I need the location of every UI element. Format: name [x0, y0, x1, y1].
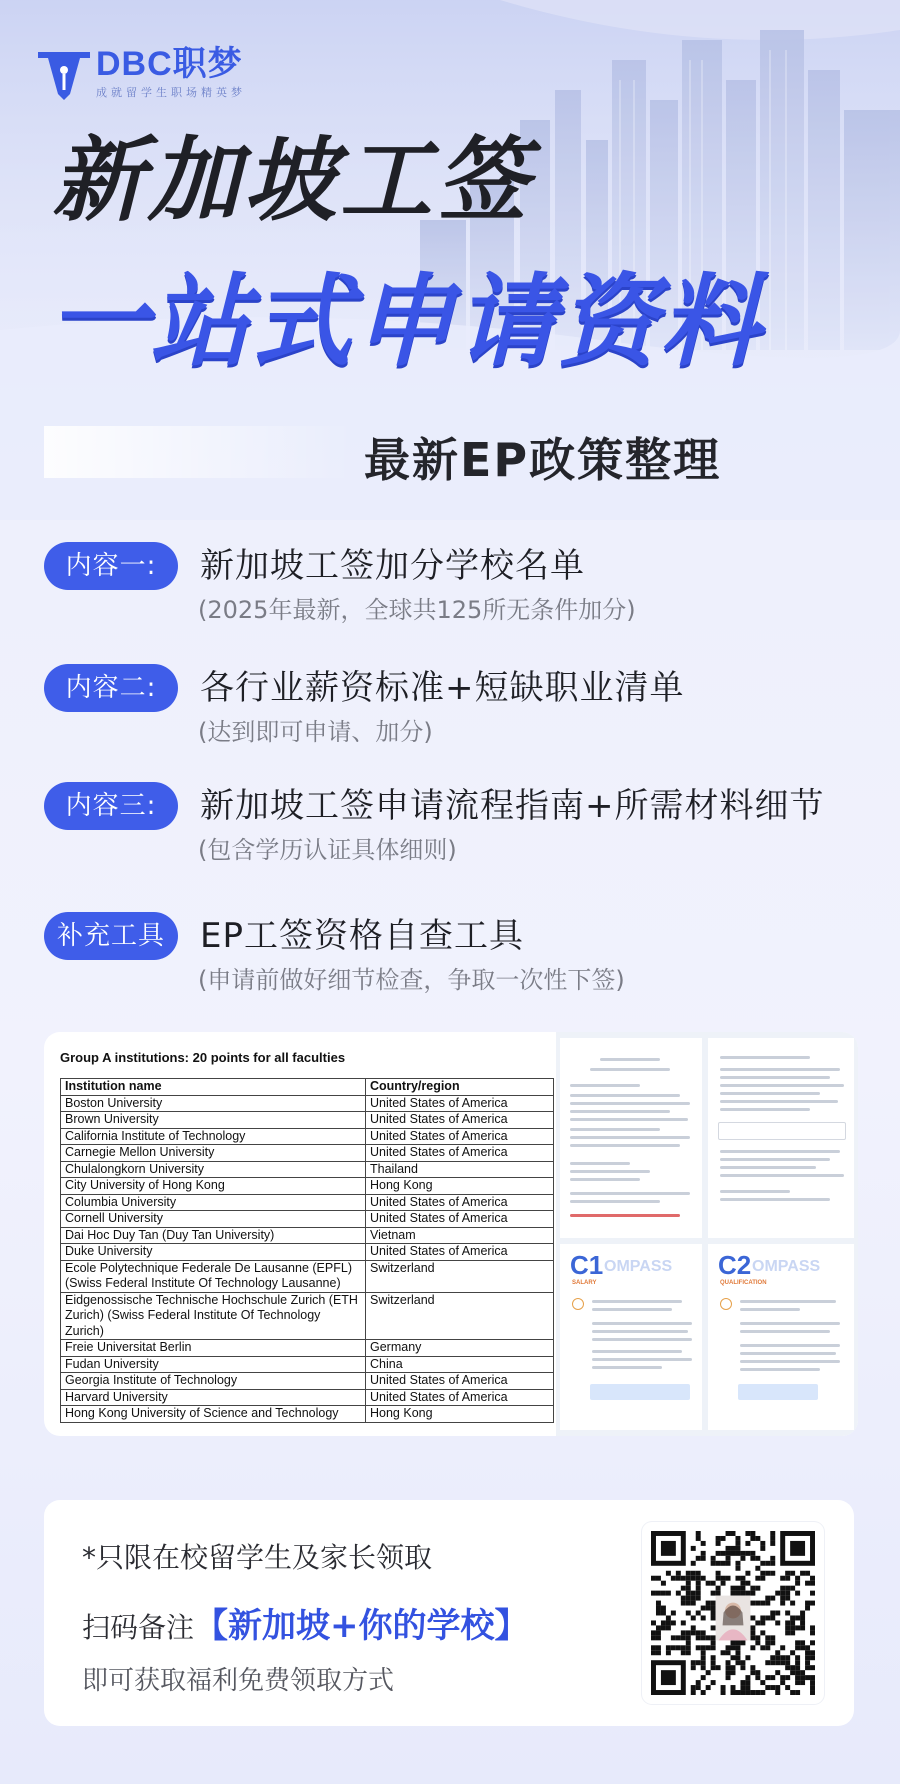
- document-thumbnails: [556, 1032, 858, 1436]
- pen-nib-logo-icon: [36, 44, 92, 102]
- scan-instruction: [82, 1598, 529, 1647]
- content-title: 新加坡工签加分学校名单: [200, 546, 585, 586]
- qualification-tag: QUALIFICATION: [720, 1280, 767, 1286]
- institution-name-cell: California Institute of Technology: [61, 1128, 366, 1145]
- table-row: [61, 1389, 554, 1406]
- content-title: EP工签资格自查工具: [200, 916, 524, 956]
- institution-name-cell: Hong Kong University of Science and Technology: [61, 1406, 366, 1423]
- offer-card: [44, 1500, 854, 1726]
- table-row: [61, 1128, 554, 1145]
- document-preview-panel: [44, 1032, 858, 1436]
- institution-name-cell: Cornell University: [61, 1211, 366, 1228]
- country-cell: United States of America: [366, 1112, 554, 1129]
- institution-name-cell: Brown University: [61, 1112, 366, 1129]
- country-cell: United States of America: [366, 1145, 554, 1162]
- brand-logo: [36, 44, 246, 102]
- document-page-thumbnail: [708, 1244, 854, 1430]
- table-row: [61, 1292, 554, 1340]
- qr-code-icon[interactable]: [651, 1531, 815, 1695]
- column-header-institution: Institution name: [61, 1079, 366, 1096]
- country-cell: Switzerland: [366, 1292, 554, 1340]
- document-page-thumbnail: [560, 1244, 702, 1430]
- document-page-thumbnail: [708, 1038, 854, 1238]
- table-row: [61, 1112, 554, 1129]
- content-note: (申请前做好细节检查，争取一次性下签): [198, 966, 625, 994]
- eligibility-note: *只限在校留学生及家长领取: [82, 1541, 433, 1574]
- country-cell: United States of America: [366, 1389, 554, 1406]
- column-header-country: Country/region: [366, 1079, 554, 1096]
- institution-name-cell: Harvard University: [61, 1389, 366, 1406]
- content-badge: 补充工具: [44, 912, 178, 960]
- country-cell: Switzerland: [366, 1260, 554, 1292]
- scan-prefix: 扫码备注: [82, 1611, 195, 1644]
- compass-label: OMPASS: [752, 1258, 821, 1275]
- institution-name-cell: Duke University: [61, 1244, 366, 1261]
- benefit-note: 即可获取福利免费领取方式: [82, 1666, 395, 1696]
- table-row: [61, 1260, 554, 1292]
- country-cell: Hong Kong: [366, 1178, 554, 1195]
- subtitle-decor-bar: [44, 426, 354, 478]
- hero-title-line2: 一站式申请资料: [48, 263, 762, 380]
- table-row: [61, 1161, 554, 1178]
- table-row: [61, 1178, 554, 1195]
- content-title: 新加坡工签申请流程指南+所需材料细节: [200, 786, 825, 826]
- content-title: 各行业薪资标准+短缺职业清单: [200, 668, 685, 708]
- country-cell: Thailand: [366, 1161, 554, 1178]
- institution-name-cell: Georgia Institute of Technology: [61, 1373, 366, 1390]
- institution-name-cell: Boston University: [61, 1095, 366, 1112]
- content-note: (达到即可申请、加分): [198, 718, 433, 746]
- salary-tag: SALARY: [572, 1280, 597, 1286]
- content-badge: 内容三:: [44, 782, 178, 830]
- table-row: [61, 1211, 554, 1228]
- hero-subtitle: 最新EP政策整理: [364, 433, 722, 487]
- country-cell: United States of America: [366, 1128, 554, 1145]
- qr-code-container[interactable]: [642, 1522, 824, 1704]
- table-row: [61, 1340, 554, 1357]
- institution-name-cell: City University of Hong Kong: [61, 1178, 366, 1195]
- country-cell: Vietnam: [366, 1227, 554, 1244]
- country-cell: United States of America: [366, 1194, 554, 1211]
- hero-title-line1: 新加坡工签: [52, 127, 533, 234]
- brand-slogan: 成就留学生职场精英梦: [96, 86, 246, 99]
- institution-name-cell: Carnegie Mellon University: [61, 1145, 366, 1162]
- compass-label: OMPASS: [604, 1258, 673, 1275]
- institution-table: [60, 1078, 554, 1423]
- institution-name-cell: Chulalongkorn University: [61, 1161, 366, 1178]
- content-note: (包含学历认证具体细则): [198, 836, 457, 864]
- avatar-icon: [716, 1596, 751, 1641]
- institution-name-cell: Fudan University: [61, 1356, 366, 1373]
- table-heading: Group A institutions: 20 points for all faculties: [60, 1050, 346, 1065]
- country-cell: United States of America: [366, 1373, 554, 1390]
- brand-name: DBC职梦: [96, 45, 243, 83]
- institution-name-cell: Columbia University: [61, 1194, 366, 1211]
- country-cell: Germany: [366, 1340, 554, 1357]
- institution-name-cell: Freie Universitat Berlin: [61, 1340, 366, 1357]
- c1-label: C1: [570, 1250, 604, 1280]
- table-row: [61, 1373, 554, 1390]
- country-cell: United States of America: [366, 1211, 554, 1228]
- institution-name-cell: Eidgenossische Technische Hochschule Zurich (ETH Zurich) (Swiss Federal Institute Of Technology Zurich): [61, 1292, 366, 1340]
- content-note: (2025年最新，全球共125所无条件加分): [198, 596, 636, 624]
- scan-highlight: 【新加坡+你的学校】: [194, 1606, 529, 1646]
- content-badge: 内容一:: [44, 542, 178, 590]
- institution-name-cell: Dai Hoc Duy Tan (Duy Tan University): [61, 1227, 366, 1244]
- table-row: [61, 1095, 554, 1112]
- table-row: [61, 1145, 554, 1162]
- c2-label: C2: [718, 1250, 752, 1280]
- table-row: [61, 1356, 554, 1373]
- content-badge: 内容二:: [44, 664, 178, 712]
- country-cell: United States of America: [366, 1244, 554, 1261]
- document-page-thumbnail: [560, 1038, 702, 1238]
- table-row: [61, 1244, 554, 1261]
- table-row: [61, 1227, 554, 1244]
- institution-name-cell: Ecole Polytechnique Federale De Lausanne (EPFL)(Swiss Federal Institute Of Technology Lausanne): [61, 1260, 366, 1292]
- table-row: [61, 1194, 554, 1211]
- country-cell: Hong Kong: [366, 1406, 554, 1423]
- institution-table-body: [61, 1095, 554, 1422]
- country-cell: China: [366, 1356, 554, 1373]
- table-row: [61, 1406, 554, 1423]
- country-cell: United States of America: [366, 1095, 554, 1112]
